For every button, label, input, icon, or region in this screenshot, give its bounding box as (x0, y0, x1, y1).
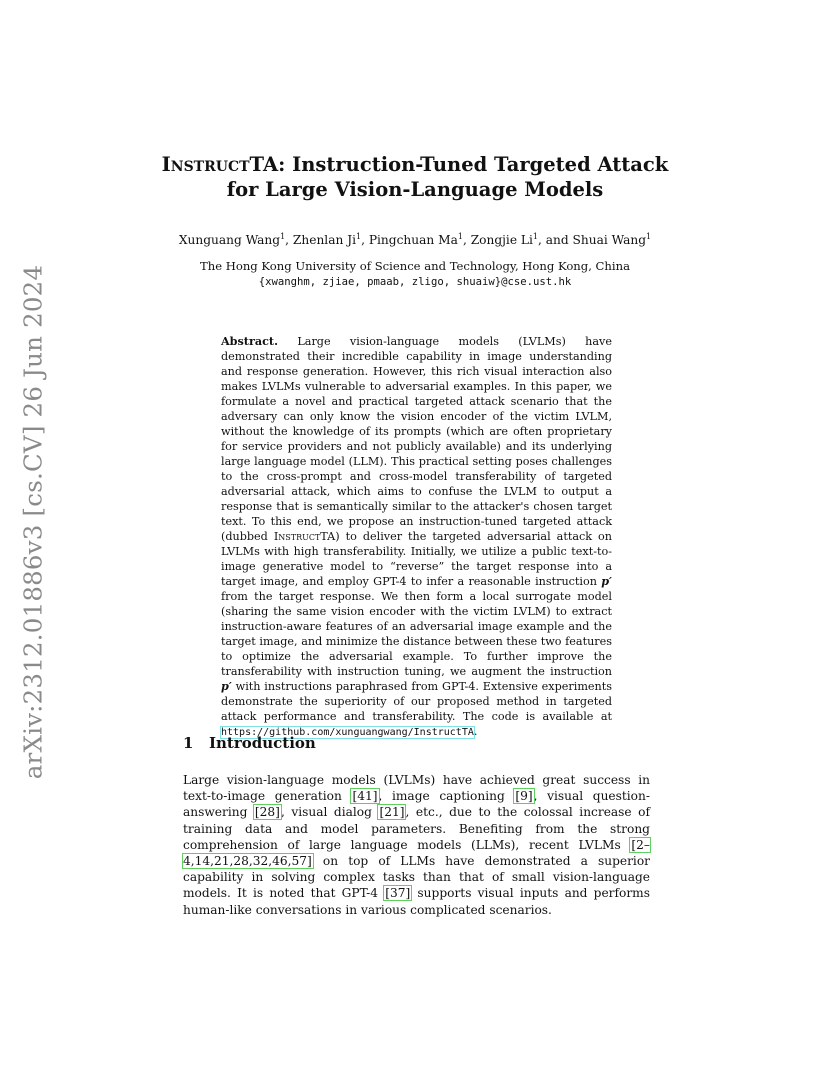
author-name: Zongjie Li (470, 233, 533, 248)
math-instruction: p′ (221, 679, 232, 693)
author-list (120, 229, 710, 248)
abstract-method-name: InstructTA (273, 530, 336, 543)
section-heading (183, 733, 316, 753)
author-affil-mark: 1 (280, 232, 286, 241)
citation-link[interactable]: [28] (254, 805, 280, 820)
intro-text: , image captioning (378, 789, 515, 804)
intro-text: , visual dialog (280, 805, 379, 820)
math-instruction: p′ (601, 574, 612, 588)
author-separator: , (361, 233, 369, 248)
abstract-label: Abstract. (221, 334, 278, 348)
author-separator: , (285, 233, 293, 248)
author-affil-mark: 1 (355, 232, 362, 241)
author-affil-mark: 1 (532, 232, 538, 241)
intro-paragraph (183, 772, 650, 918)
intro-text: , etc., due to the colossal increase of training data and model parameters. Benefiting from the strong comprehension of large language models (LLMs), recent LVLMs (183, 805, 651, 852)
intro-text: on top of LLMs have demonstrated a superior capability in solving complex tasks than that of small vision-language models. It is noted that GPT-4 (183, 854, 650, 901)
author-emails: {xwanghm, zjiae, pmaab, zligo, shuaiw}@cse.ust.hk (258, 276, 572, 288)
author-separator: , (462, 233, 471, 248)
title-line2: for Large Vision-Language Models (226, 178, 604, 201)
abstract-text: . (473, 725, 478, 738)
author-name: Shuai Wang (572, 233, 647, 248)
author-affil-mark: 1 (646, 232, 652, 241)
citation-link[interactable]: [21] (379, 805, 405, 820)
abstract-text: from the target response. We then form a local surrogate model (sharing the same vision encoder with the victim LVLM) to extract instruction-aware features of an adversarial image example and the target image, and minimize the distance between these two features to optimize the adversarial example. To further improve the transferability with instruction tuning, we augment the instruction (221, 590, 612, 678)
affiliation: The Hong Kong University of Science and Technology, Hong Kong, China (200, 259, 630, 273)
title-method-name: InstructTA (161, 153, 279, 176)
author-name: Pingchuan Ma (368, 233, 458, 248)
section-number: 1 (183, 734, 194, 752)
author-affil-mark: 1 (457, 232, 463, 241)
citation-link[interactable]: [37] (385, 886, 411, 901)
intro-text: supports visual inputs and performs human-like conversations in various complicated scenarios. (183, 886, 650, 917)
code-url-link[interactable]: https://github.com/xunguangwang/InstructTA (221, 727, 474, 738)
abstract (221, 334, 612, 740)
abstract-text: ) to deliver the targeted adversarial attack on LVLMs with high transferability. Initially, we utilize a public text-to-image generative model to “reverse” the target response into a target image, and employ GPT-4 to infer a reasonable instruction (221, 530, 612, 588)
abstract-text: with instructions paraphrased from GPT-4. Extensive experiments demonstrate the superiority of our proposed method in targeted attack performance and transferability. The code is available at (221, 680, 612, 723)
author-separator: , and (538, 233, 573, 248)
citation-link[interactable]: [41] (352, 789, 378, 804)
arxiv-identifier: arXiv:2312.01886v3 [cs.CV] 26 Jun 2024 (18, 264, 48, 780)
intro-text: Large vision-language models (LVLMs) have achieved great success in text-to-image generation (183, 773, 650, 804)
author-name: Xunguang Wang (178, 233, 281, 248)
author-name: Zhenlan Ji (292, 233, 356, 248)
title-line1: : Instruction-Tuned Targeted Attack (278, 153, 669, 176)
section-title: Introduction (209, 734, 316, 752)
citation-link[interactable]: [9] (515, 789, 533, 804)
arxiv-stamp (12, 264, 54, 780)
paper-title (150, 152, 680, 202)
citation-link[interactable]: [2–4,14,21,28,32,46,57] (183, 837, 650, 869)
abstract-text: Large vision-language models (LVLMs) have demonstrated their incredible capability in image understanding and response generation. However, this rich visual interaction also makes LVLMs vulnerable to adversarial examples. In this paper, we formulate a novel and practical targeted attack scenario that the adversary can only know the vision encoder of the victim LVLM, without the knowledge of its prompts (which are often proprietary for service providers and not publicly available) and its underlying large language model (LLM). This practical setting poses challenges to the cross-prompt and cross-model transferability of targeted adversarial attack, which aims to confuse the LVLM to output a response that is semantically similar to the attacker's chosen target text. To this end, we propose an instruction-tuned targeted attack (dubbed (221, 335, 612, 543)
intro-text: , visual question-answering (183, 789, 650, 820)
